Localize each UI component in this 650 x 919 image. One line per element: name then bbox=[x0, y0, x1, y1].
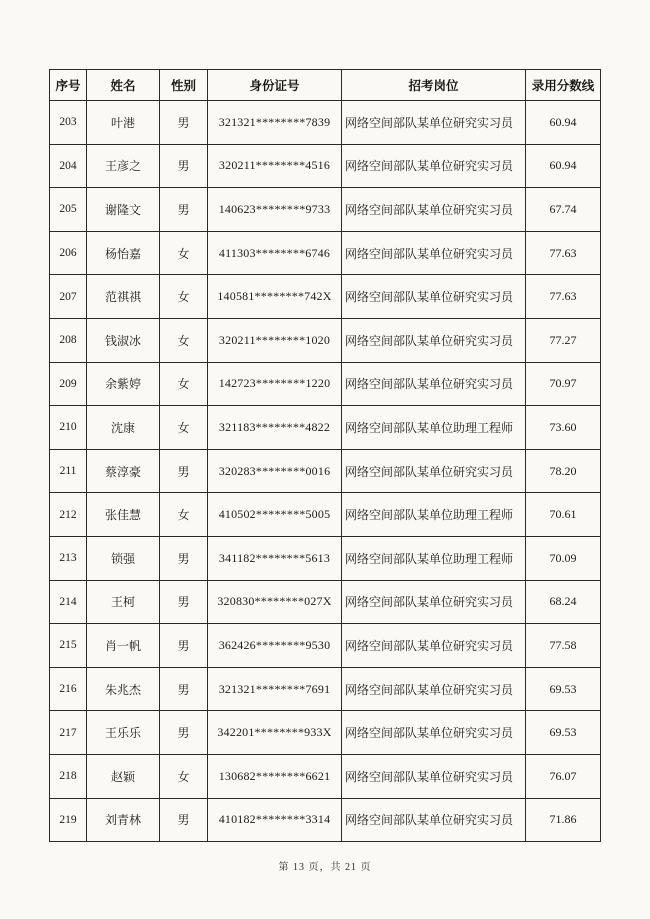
cell-id_number: 320211********1020 bbox=[208, 318, 342, 362]
table-row bbox=[50, 449, 601, 493]
cell-name: 王柯 bbox=[87, 580, 160, 624]
cell-id_number: 321321********7839 bbox=[208, 101, 342, 145]
cell-score: 70.61 bbox=[526, 493, 601, 537]
cell-gender: 男 bbox=[160, 580, 208, 624]
cell-no: 207 bbox=[50, 275, 87, 319]
cell-gender: 女 bbox=[160, 362, 208, 406]
table-row bbox=[50, 318, 601, 362]
cell-position: 网络空间部队某单位研究实习员 bbox=[342, 362, 526, 406]
cell-name: 锁强 bbox=[87, 536, 160, 580]
cell-position: 网络空间部队某单位研究实习员 bbox=[342, 144, 526, 188]
cell-no: 217 bbox=[50, 711, 87, 755]
cell-score: 77.63 bbox=[526, 275, 601, 319]
cell-gender: 男 bbox=[160, 101, 208, 145]
cell-gender: 男 bbox=[160, 667, 208, 711]
cell-position: 网络空间部队某单位研究实习员 bbox=[342, 101, 526, 145]
column-header-id_number: 身份证号 bbox=[208, 70, 342, 101]
cell-no: 204 bbox=[50, 144, 87, 188]
table-row bbox=[50, 754, 601, 798]
cell-name: 沈康 bbox=[87, 406, 160, 450]
cell-no: 213 bbox=[50, 536, 87, 580]
cell-id_number: 342201********933X bbox=[208, 711, 342, 755]
table-row bbox=[50, 406, 601, 450]
cell-gender: 女 bbox=[160, 406, 208, 450]
cell-no: 219 bbox=[50, 798, 87, 842]
cell-position: 网络空间部队某单位研究实习员 bbox=[342, 318, 526, 362]
cell-id_number: 142723********1220 bbox=[208, 362, 342, 406]
cell-name: 赵颖 bbox=[87, 754, 160, 798]
table-row bbox=[50, 101, 601, 145]
cell-name: 谢隆文 bbox=[87, 188, 160, 232]
cell-score: 73.60 bbox=[526, 406, 601, 450]
cell-gender: 女 bbox=[160, 754, 208, 798]
cell-score: 69.53 bbox=[526, 667, 601, 711]
table-row bbox=[50, 667, 601, 711]
table-body bbox=[50, 101, 601, 842]
cell-score: 77.63 bbox=[526, 231, 601, 275]
recruitment-score-table bbox=[49, 69, 601, 842]
cell-name: 蔡淳豪 bbox=[87, 449, 160, 493]
column-header-score: 录用分数线 bbox=[526, 70, 601, 101]
cell-name: 王乐乐 bbox=[87, 711, 160, 755]
cell-name: 刘青林 bbox=[87, 798, 160, 842]
cell-name: 张佳慧 bbox=[87, 493, 160, 537]
cell-id_number: 411303********6746 bbox=[208, 231, 342, 275]
cell-no: 208 bbox=[50, 318, 87, 362]
column-header-gender: 性别 bbox=[160, 70, 208, 101]
cell-position: 网络空间部队某单位研究实习员 bbox=[342, 667, 526, 711]
cell-no: 203 bbox=[50, 101, 87, 145]
cell-position: 网络空间部队某单位助理工程师 bbox=[342, 536, 526, 580]
cell-position: 网络空间部队某单位研究实习员 bbox=[342, 275, 526, 319]
cell-name: 肖一帆 bbox=[87, 624, 160, 668]
cell-id_number: 321321********7691 bbox=[208, 667, 342, 711]
cell-name: 范祺祺 bbox=[87, 275, 160, 319]
cell-position: 网络空间部队某单位研究实习员 bbox=[342, 449, 526, 493]
cell-name: 朱兆杰 bbox=[87, 667, 160, 711]
cell-score: 70.97 bbox=[526, 362, 601, 406]
cell-position: 网络空间部队某单位研究实习员 bbox=[342, 624, 526, 668]
cell-gender: 女 bbox=[160, 275, 208, 319]
table-row bbox=[50, 362, 601, 406]
cell-id_number: 140623********9733 bbox=[208, 188, 342, 232]
table-header-row bbox=[50, 70, 601, 101]
cell-gender: 男 bbox=[160, 449, 208, 493]
table-row bbox=[50, 275, 601, 319]
cell-position: 网络空间部队某单位研究实习员 bbox=[342, 188, 526, 232]
cell-score: 76.07 bbox=[526, 754, 601, 798]
cell-id_number: 410502********5005 bbox=[208, 493, 342, 537]
cell-name: 杨怡嘉 bbox=[87, 231, 160, 275]
cell-gender: 男 bbox=[160, 711, 208, 755]
cell-score: 60.94 bbox=[526, 101, 601, 145]
table-row bbox=[50, 144, 601, 188]
cell-no: 211 bbox=[50, 449, 87, 493]
table-row bbox=[50, 231, 601, 275]
table-row bbox=[50, 493, 601, 537]
table-row bbox=[50, 711, 601, 755]
column-header-position: 招考岗位 bbox=[342, 70, 526, 101]
cell-id_number: 362426********9530 bbox=[208, 624, 342, 668]
cell-name: 钱淑冰 bbox=[87, 318, 160, 362]
cell-score: 77.27 bbox=[526, 318, 601, 362]
cell-id_number: 410182********3314 bbox=[208, 798, 342, 842]
cell-score: 60.94 bbox=[526, 144, 601, 188]
cell-score: 67.74 bbox=[526, 188, 601, 232]
cell-gender: 男 bbox=[160, 536, 208, 580]
cell-gender: 男 bbox=[160, 798, 208, 842]
cell-id_number: 321183********4822 bbox=[208, 406, 342, 450]
table-row bbox=[50, 624, 601, 668]
cell-score: 71.86 bbox=[526, 798, 601, 842]
cell-position: 网络空间部队某单位助理工程师 bbox=[342, 493, 526, 537]
table-row bbox=[50, 798, 601, 842]
cell-gender: 男 bbox=[160, 624, 208, 668]
cell-id_number: 320211********4516 bbox=[208, 144, 342, 188]
cell-score: 69.53 bbox=[526, 711, 601, 755]
cell-gender: 女 bbox=[160, 231, 208, 275]
cell-position: 网络空间部队某单位研究实习员 bbox=[342, 711, 526, 755]
cell-no: 218 bbox=[50, 754, 87, 798]
column-header-name: 姓名 bbox=[87, 70, 160, 101]
cell-gender: 男 bbox=[160, 144, 208, 188]
cell-gender: 女 bbox=[160, 318, 208, 362]
cell-name: 叶港 bbox=[87, 101, 160, 145]
cell-no: 209 bbox=[50, 362, 87, 406]
cell-id_number: 341182********5613 bbox=[208, 536, 342, 580]
cell-no: 214 bbox=[50, 580, 87, 624]
cell-score: 68.24 bbox=[526, 580, 601, 624]
cell-no: 215 bbox=[50, 624, 87, 668]
cell-score: 78.20 bbox=[526, 449, 601, 493]
cell-no: 216 bbox=[50, 667, 87, 711]
cell-gender: 女 bbox=[160, 493, 208, 537]
cell-score: 77.58 bbox=[526, 624, 601, 668]
page-number-footer: 第 13 页，共 21 页 bbox=[278, 862, 372, 873]
cell-position: 网络空间部队某单位研究实习员 bbox=[342, 798, 526, 842]
cell-position: 网络空间部队某单位研究实习员 bbox=[342, 580, 526, 624]
cell-id_number: 140581********742X bbox=[208, 275, 342, 319]
cell-id_number: 320283********0016 bbox=[208, 449, 342, 493]
cell-score: 70.09 bbox=[526, 536, 601, 580]
cell-id_number: 130682********6621 bbox=[208, 754, 342, 798]
cell-position: 网络空间部队某单位研究实习员 bbox=[342, 231, 526, 275]
cell-position: 网络空间部队某单位助理工程师 bbox=[342, 406, 526, 450]
table-row bbox=[50, 580, 601, 624]
cell-no: 206 bbox=[50, 231, 87, 275]
table-row bbox=[50, 536, 601, 580]
cell-position: 网络空间部队某单位研究实习员 bbox=[342, 754, 526, 798]
table-row bbox=[50, 188, 601, 232]
column-header-no: 序号 bbox=[50, 70, 87, 101]
cell-id_number: 320830********027X bbox=[208, 580, 342, 624]
cell-name: 余紫婷 bbox=[87, 362, 160, 406]
cell-no: 210 bbox=[50, 406, 87, 450]
cell-no: 205 bbox=[50, 188, 87, 232]
cell-no: 212 bbox=[50, 493, 87, 537]
cell-name: 王彦之 bbox=[87, 144, 160, 188]
cell-gender: 男 bbox=[160, 188, 208, 232]
